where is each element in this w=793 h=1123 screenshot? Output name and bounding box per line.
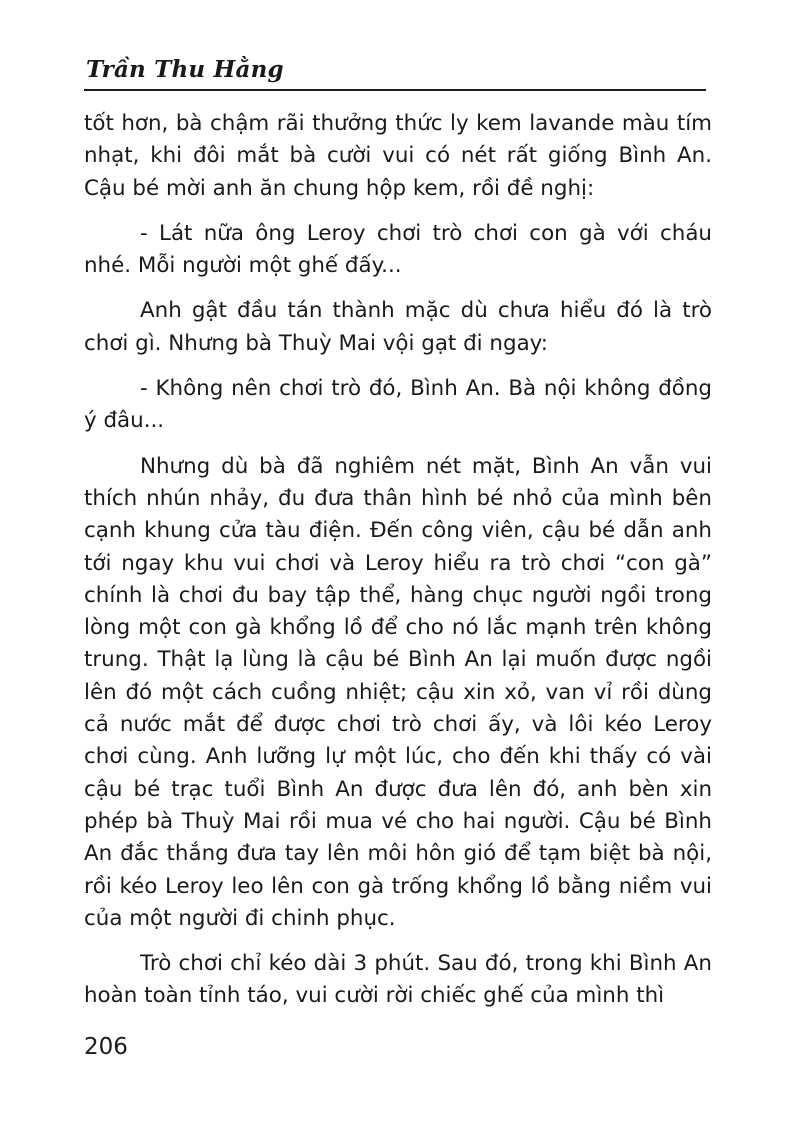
body-text [84,108,712,1013]
paragraph: tốt hơn, bà chậm rãi thưởng thức ly kem lavande màu tím nhạt, khi đôi mắt bà cười vui có nét rất giống Bình An. Cậu bé mời anh ăn chung hộp kem, rồi đề nghị: [84,111,712,201]
paragraph: Trò chơi chỉ kéo dài 3 phút. Sau đó, trong khi Bình An hoàn toàn tỉnh táo, vui cười rời chiếc ghế của mình thì [84,951,712,1009]
paragraph: Anh gật đầu tán thành mặc dù chưa hiểu đó là trò chơi gì. Nhưng bà Thuỳ Mai vội gạt đi ngay: [84,298,712,356]
paragraph: - Lát nữa ông Leroy chơi trò chơi con gà với cháu nhé. Mỗi người một ghế đấy... [84,220,712,279]
header-rule [84,89,706,91]
page-number: 206 [84,1034,128,1060]
paragraph: Nhưng dù bà đã nghiêm nét mặt, Bình An vẫn vui thích nhún nhảy, đu đưa thân hình bé nhỏ của mình bên cạnh khung cửa tàu điện. Đến công viên, cậu bé dẫn anh tới ngay khu vui chơi và Leroy hiểu ra trò chơi “con gà” chính là chơi đu bay tập thể, hàng chục người ngồi trong lòng một con gà khổng lồ để cho nó lắc mạnh trên không trung. Thật lạ lùng là cậu bé Bình An lại muốn được ngồi lên đó một cách cuồng nhiệt; cậu xin xỏ, van vỉ rồi dùng cả nước mắt để được chơi trò chơi ấy, và lôi kéo Leroy chơi cùng. Anh lưỡng lự một lúc, cho đến khi thấy có vài cậu bé trạc tuổi Bình An được đưa lên đó, anh bèn xin phép bà Thuỳ Mai rồi mua vé cho hai người. Cậu bé Bình An đắc thắng đưa tay lên môi hôn gió để tạm biệt bà nội, rồi kéo Leroy leo lên con gà trống khổng lồ bằng niềm vui của một người đi chinh phục. [84,453,712,931]
paragraph: - Không nên chơi trò đó, Bình An. Bà nội không đồng ý đâu... [84,376,712,434]
running-head-author: Trần Thu Hằng [86,56,284,83]
